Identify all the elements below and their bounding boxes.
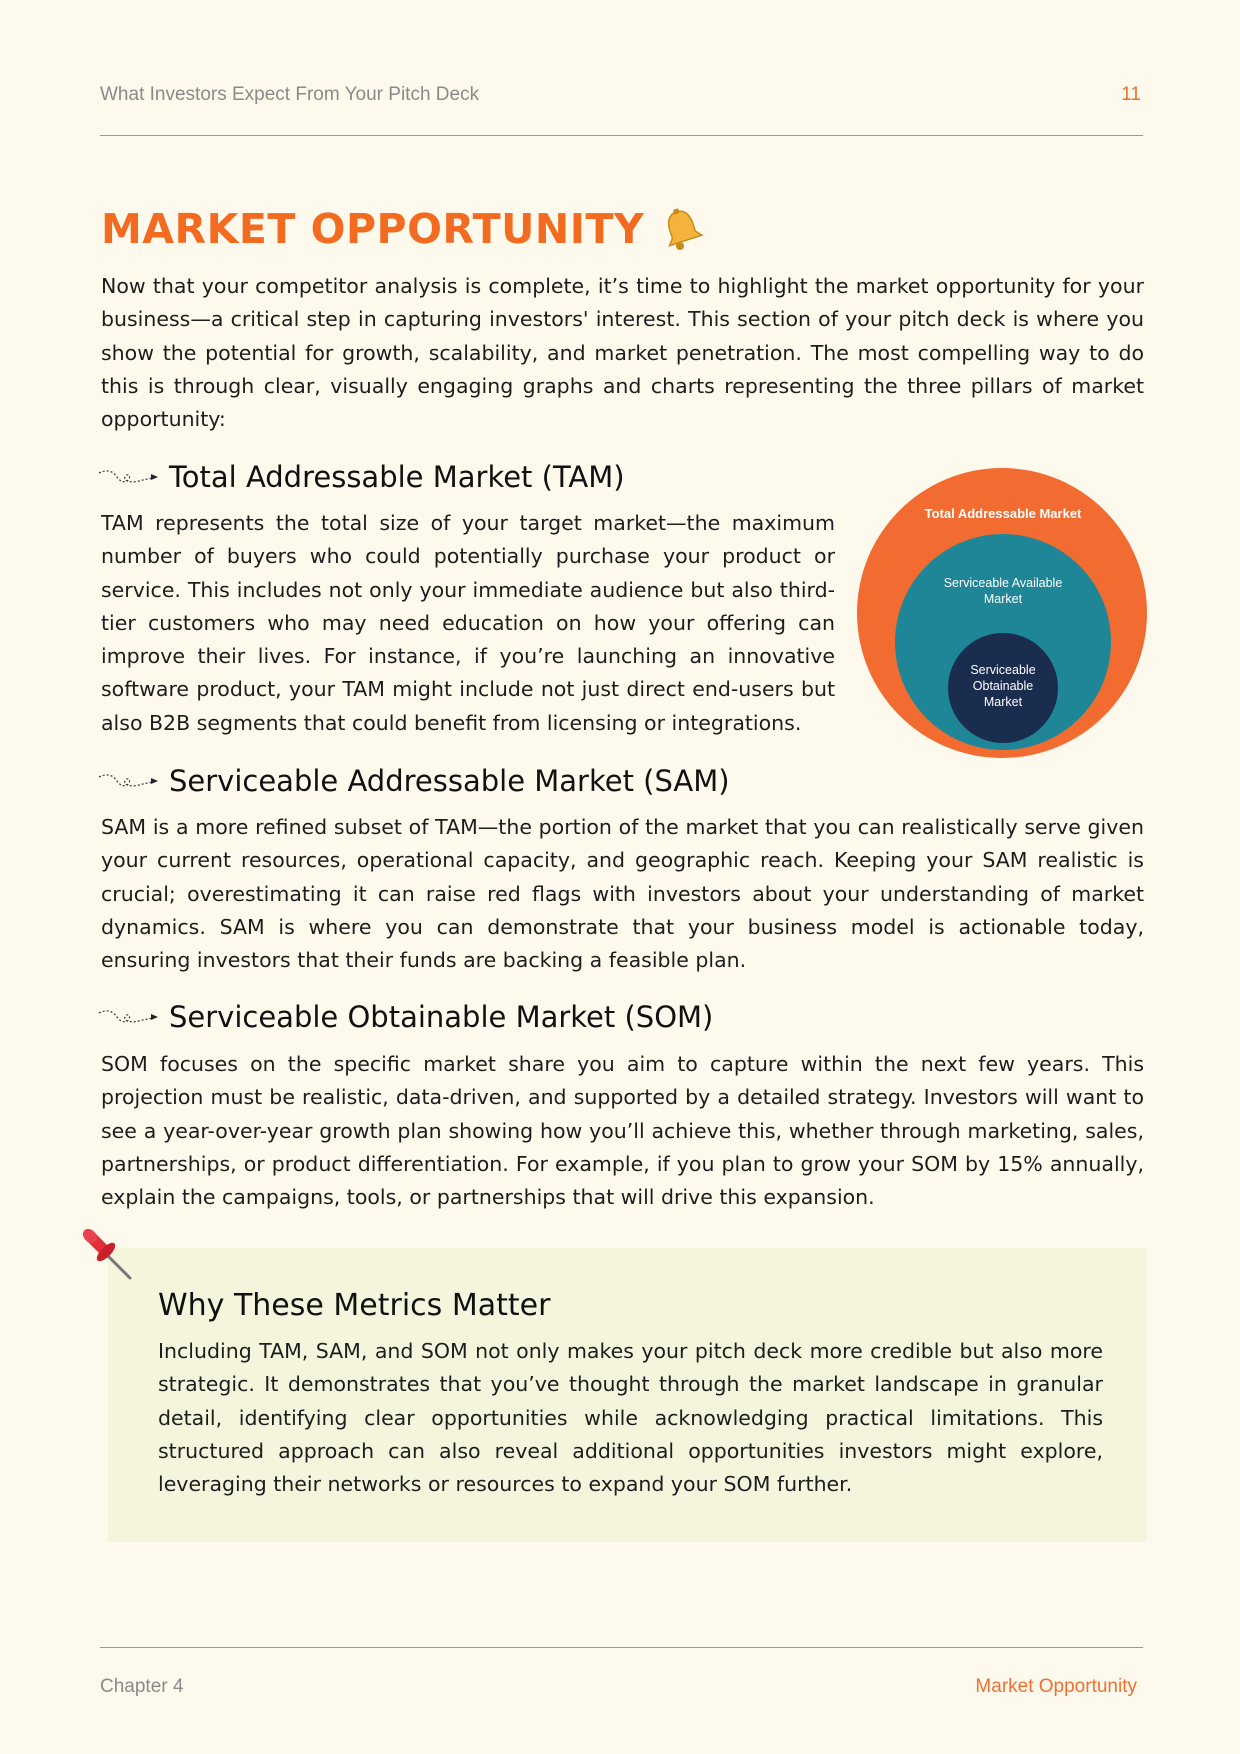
header-divider [100,135,1143,136]
page-number: 11 [1121,84,1141,105]
footer-divider [100,1647,1143,1648]
som-heading-text: Serviceable Obtainable Market (SOM) [169,1000,714,1034]
tam-heading [97,460,625,494]
sam-heading [97,764,730,798]
squiggle-arrow-icon [97,1003,161,1031]
footer-chapter: Chapter 4 [100,1676,184,1697]
bell-icon [658,205,706,253]
tam-circle-label: Total Addressable Market [924,506,1082,521]
sam-paragraph: SAM is a more refined subset of TAM—the portion of the market that you can realistically serve given your current resources, operational capacity, and geographic reach. Keeping your SAM realistic is crucial; overestimating it can raise red flags with investors about your understanding of market dynamics. SAM is where you can demonstrate that your business model is actionable today, ensuring investors that their funds are backing a feasible plan. [101,815,1144,973]
pushpin-icon [80,1228,136,1284]
section-title [101,205,706,253]
tam-paragraph: TAM represents the total size of your target market—the maximum number of buyers who could potentially purchase your product or service. This includes not only your immediate audience but also third-tier customers who may need education on how your offering can improve their lives. For instance, if you’re launching an innovative software product, your TAM might include not just direct end-users but also B2B segments that could benefit from licensing or integrations. [101,511,835,735]
running-header-title: What Investors Expect From Your Pitch Deck [100,84,480,105]
som-circle-label: Serviceable Obtainable Market [970,663,1036,709]
section-title-text: MARKET OPPORTUNITY [101,205,645,253]
som-paragraph: SOM focuses on the specific market share you aim to capture within the next few years. This projection must be realistic, data-driven, and supported by a detailed strategy. Investors will want to see a year-over-year growth plan showing how you’ll achieve this, whether through marketing, sales, partnerships, or product differentiation. For example, if you plan to grow your SOM by 15% annually, explain the campaigns, tools, or partnerships that will drive this expansion. [101,1052,1144,1210]
footer-section: Market Opportunity [975,1676,1137,1697]
intro-paragraph: Now that your competitor analysis is complete, it’s time to highlight the market opportunity for your business—a critical step in capturing investors' interest. This section of your pitch deck is where you show the potential for growth, scalability, and market penetration. The most compelling way to do this is through clear, visually engaging graphs and charts representing the three pillars of market opportunity: [101,274,1144,432]
tam-heading-text: Total Addressable Market (TAM) [169,460,625,494]
callout-heading: Why These Metrics Matter [158,1288,551,1323]
market-size-diagram [855,466,1150,761]
sam-heading-text: Serviceable Addressable Market (SAM) [169,764,730,798]
squiggle-arrow-icon [97,767,161,795]
som-heading [97,1000,713,1034]
sam-circle-label: Serviceable Available Market [943,576,1063,606]
squiggle-arrow-icon [97,463,161,491]
metrics-callout-box [108,1248,1147,1542]
callout-paragraph: Including TAM, SAM, and SOM not only makes your pitch deck more credible but also more strategic. It demonstrates that you’ve thought through the market landscape in granular detail, identifying clear opportunities while acknowledging practical limitations. This structured approach can also reveal additional opportunities investors might explore, leveraging their networks or resources to expand your SOM further. [158,1339,1103,1497]
